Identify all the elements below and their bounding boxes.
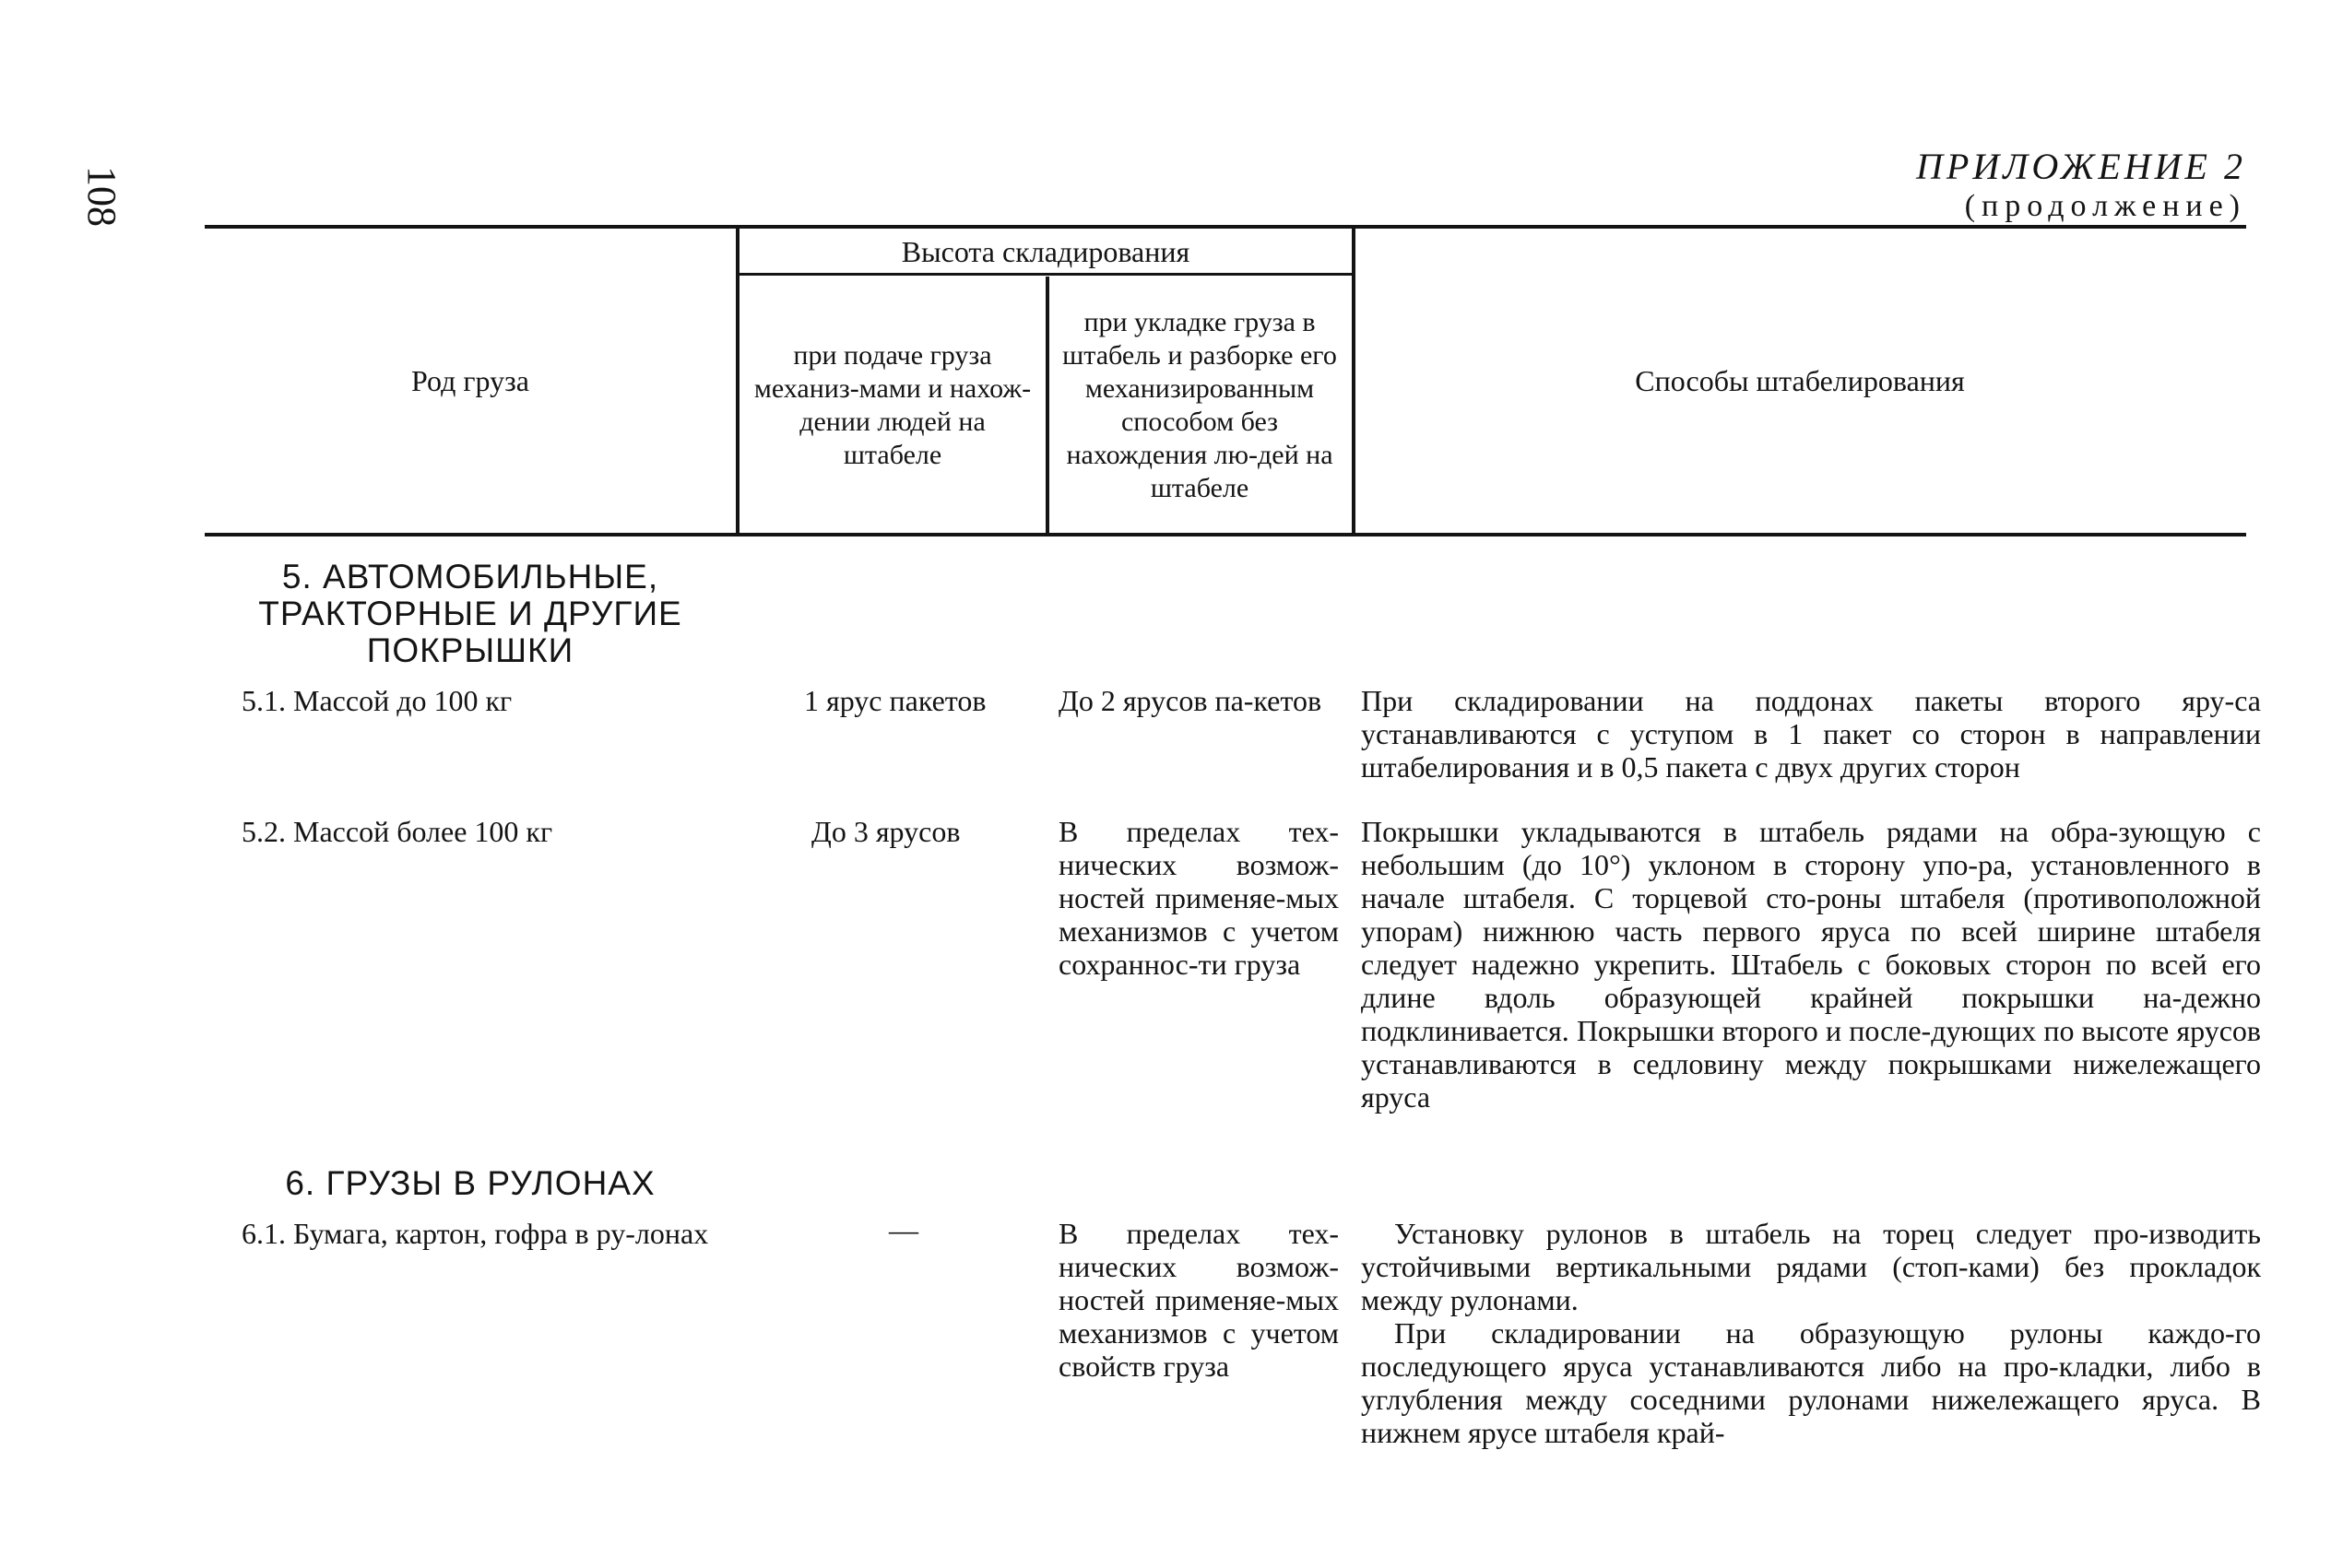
header-cargo-type (205, 230, 736, 531)
row-5-1-cargo: 5.1. Массой до 100 кг (242, 684, 513, 717)
row-6-1-height-2: В пределах тех-нических возмож-ностей применяе-мых механизмов с учетом свойств груза (1059, 1217, 1339, 1383)
row-5-2-cargo: 5.2. Массой более 100 кг (242, 815, 553, 848)
header-height-mech-people-text: при подаче груза механиз-мами и нахож-дении людей на штабеле (753, 340, 1032, 470)
row-6-1-method-p1: Установку рулонов в штабель на торец следует про-изводить устойчивыми вертикальными рядами (стоп-ками) без прокладок между рулонами. (1361, 1217, 2261, 1316)
row-5-1-height-2: До 2 ярусов па-кетов (1059, 684, 1322, 717)
row-6-1-method-p2: При складировании на образующую рулоны каждо-го последующего яруса устанавливаются либо на про-кладки, либо в углубления между соседними рулонами нижележащего яруса. В нижнем ярусе штабеля край- (1361, 1316, 2261, 1449)
header-methods-text: Способы штабелирования (1635, 364, 1965, 397)
header-height-mech-no-people-text: при укладке груза в штабель и разборке его механизированным способом без нахождения лю-дей на штабеле (1062, 307, 1337, 503)
header-height-mech-no-people (1051, 280, 1348, 531)
header-divider-2 (1046, 277, 1049, 533)
header-height-mech-people (749, 280, 1036, 531)
row-5-1-height-1: 1 ярус пакетов (804, 684, 987, 717)
appendix-header (1916, 146, 2246, 225)
table-header-bottom-rule (205, 533, 2246, 536)
row-5-2-height-2: В пределах тех-нических возмож-ностей применяе-мых механизмов с учетом сохраннос-ти груза (1059, 815, 1339, 981)
page-number: 108 (79, 166, 124, 227)
header-height-group (740, 230, 1352, 273)
section-title-6: 6. ГРУЗЫ В РУЛОНАХ (285, 1164, 656, 1202)
row-6-1-height-1: — (889, 1213, 918, 1246)
header-height-group-text: Высота складирования (901, 235, 1190, 268)
table-top-rule (205, 225, 2246, 229)
header-cargo-type-text: Род груза (411, 364, 529, 397)
header-divider-3 (1352, 229, 1355, 533)
header-methods (1357, 230, 2242, 531)
appendix-subtitle: (продолжение) (1964, 189, 2246, 223)
row-6-1-cargo: 6.1. Бумага, картон, гофра в ру-лонах (242, 1217, 709, 1250)
height-group-rule (738, 273, 1352, 276)
row-5-1-method: При складировании на поддонах пакеты второго яру-са устанавливаются с уступом в 1 пакет со сторон в направлении штабелирования и в 0,5 пакета с двух других сторон (1361, 684, 2261, 784)
section-title-5: 5. АВТОМОБИЛЬНЫЕ, ТРАКТОРНЫЕ И ДРУГИЕ ПОКРЫШКИ (258, 558, 682, 669)
row-5-2-height-1: До 3 ярусов (811, 815, 961, 848)
row-5-2-method: Покрышки укладываются в штабель рядами на обра-зующую с небольшим (до 10°) уклоном в сторону упо-ра, установленного в начале штабеля. С торцевой сто-роны штабеля (противоположной упорам) нижнюю часть первого яруса по всей ширине штабеля следует надежно укрепить. Штабель с боковых сторон по всей его длине вдоль образующей крайней покрышки на-дежно подклинивается. Покрышки второго и после-дующих по высоте ярусов устанавливаются в седловину между покрышками нижележащего яруса (1361, 815, 2261, 1114)
appendix-title: ПРИЛОЖЕНИЕ 2 (1916, 146, 2246, 187)
